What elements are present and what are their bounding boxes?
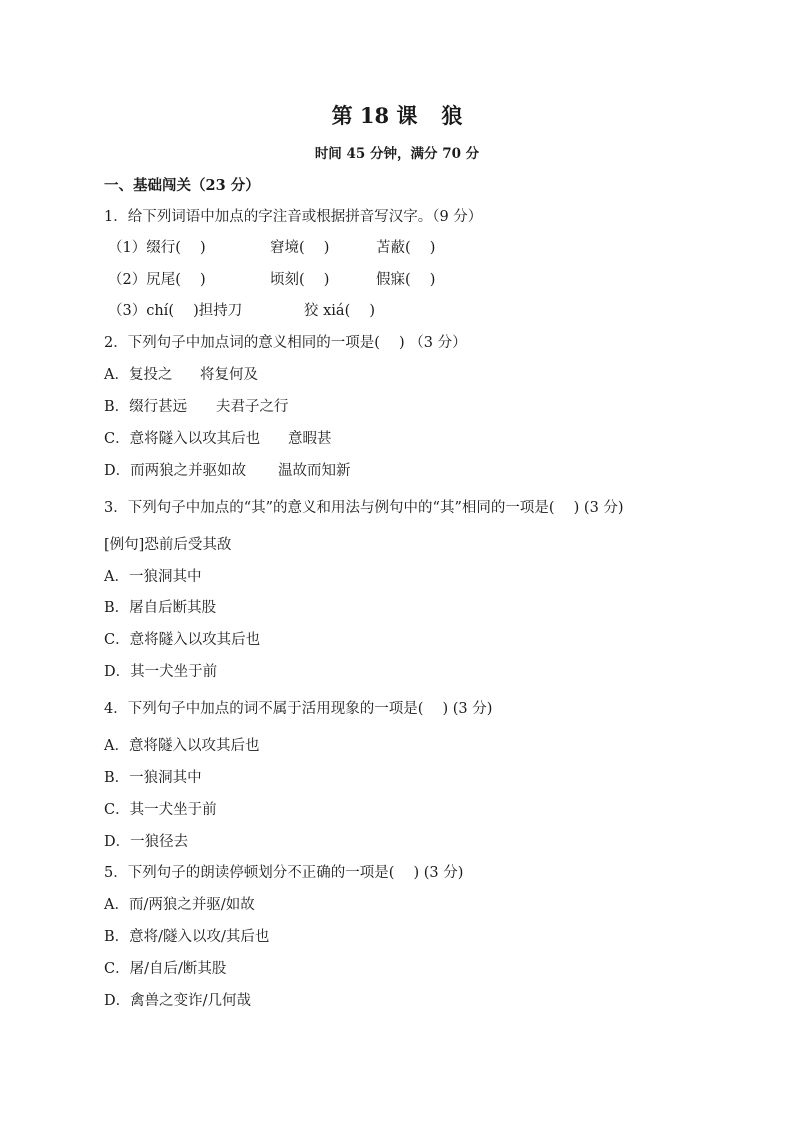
question-3-option-b: B．屠自后断其股 xyxy=(104,600,217,616)
question-4-option-a: A．意将隧入以攻其后也 xyxy=(104,738,260,754)
question-3-stem: 3．下列句子中加点的“其”的意义和用法与例句中的“其”相同的一项是( ) (3 分) xyxy=(104,500,624,516)
option-text: A．复投之 xyxy=(104,367,173,383)
q1-item: 假寐( ) xyxy=(376,272,436,288)
page-title xyxy=(0,101,794,131)
q1-item: （1）缀行( ) xyxy=(108,240,206,256)
question-1-stem: 1．给下列词语中加点的字注音或根据拼音写汉字。（9 分） xyxy=(104,209,483,225)
question-4-stem: 4．下列句子中加点的词不属于活用现象的一项是( ) (3 分) xyxy=(104,701,493,717)
q1-item: （3）chí( )担持刀 xyxy=(108,303,243,319)
q1-item: （2）尻尾( ) xyxy=(108,272,206,288)
lesson-number: 第 18 课 xyxy=(331,103,418,128)
question-5-option-b: B．意将/隧入以攻/其后也 xyxy=(104,929,270,945)
question-5-option-a: A．而/两狼之并驱/如故 xyxy=(104,897,255,913)
question-5-option-d: D．禽兽之变诈/几何哉 xyxy=(104,993,252,1009)
q1-item: 苫蔽( ) xyxy=(376,240,436,256)
question-3-option-d: D．其一犬坐于前 xyxy=(104,664,218,680)
option-compare-text: 意暇甚 xyxy=(288,431,332,447)
section-heading: 一、基础闯关（23 分） xyxy=(104,177,260,194)
option-compare-text: 温故而知新 xyxy=(278,463,351,479)
question-4-option-d: D．一狼径去 xyxy=(104,834,189,850)
lesson-name: 狼 xyxy=(441,103,463,128)
question-4-option-c: C．其一犬坐于前 xyxy=(104,802,217,818)
option-compare-text: 将复何及 xyxy=(200,367,258,383)
question-3-option-a: A．一狼洞其中 xyxy=(104,569,202,585)
question-5-stem: 5．下列句子的朗读停顿划分不正确的一项是( ) (3 分) xyxy=(104,865,464,881)
question-4-option-b: B．一狼洞其中 xyxy=(104,770,202,786)
question-2-stem: 2．下列句子中加点词的意义相同的一项是( ) （3 分） xyxy=(104,335,467,351)
option-compare-text: 夫君子之行 xyxy=(216,399,289,415)
question-5-option-c: C．屠/自后/断其股 xyxy=(104,961,227,977)
time-score-info: 时间 45 分钟，满分 70 分 xyxy=(314,146,480,162)
option-text: B．缀行甚远 xyxy=(104,399,188,415)
q1-item: 顷刻( ) xyxy=(270,272,330,288)
option-text: C．意将隧入以攻其后也 xyxy=(104,431,261,447)
option-text: D．而两狼之并驱如故 xyxy=(104,463,247,479)
q1-item: 狡 xiá( ) xyxy=(304,303,375,319)
q1-item: 窘境( ) xyxy=(270,240,330,256)
question-3-example: [例句]恐前后受其敌 xyxy=(104,537,232,553)
question-3-option-c: C．意将隧入以攻其后也 xyxy=(104,632,261,648)
